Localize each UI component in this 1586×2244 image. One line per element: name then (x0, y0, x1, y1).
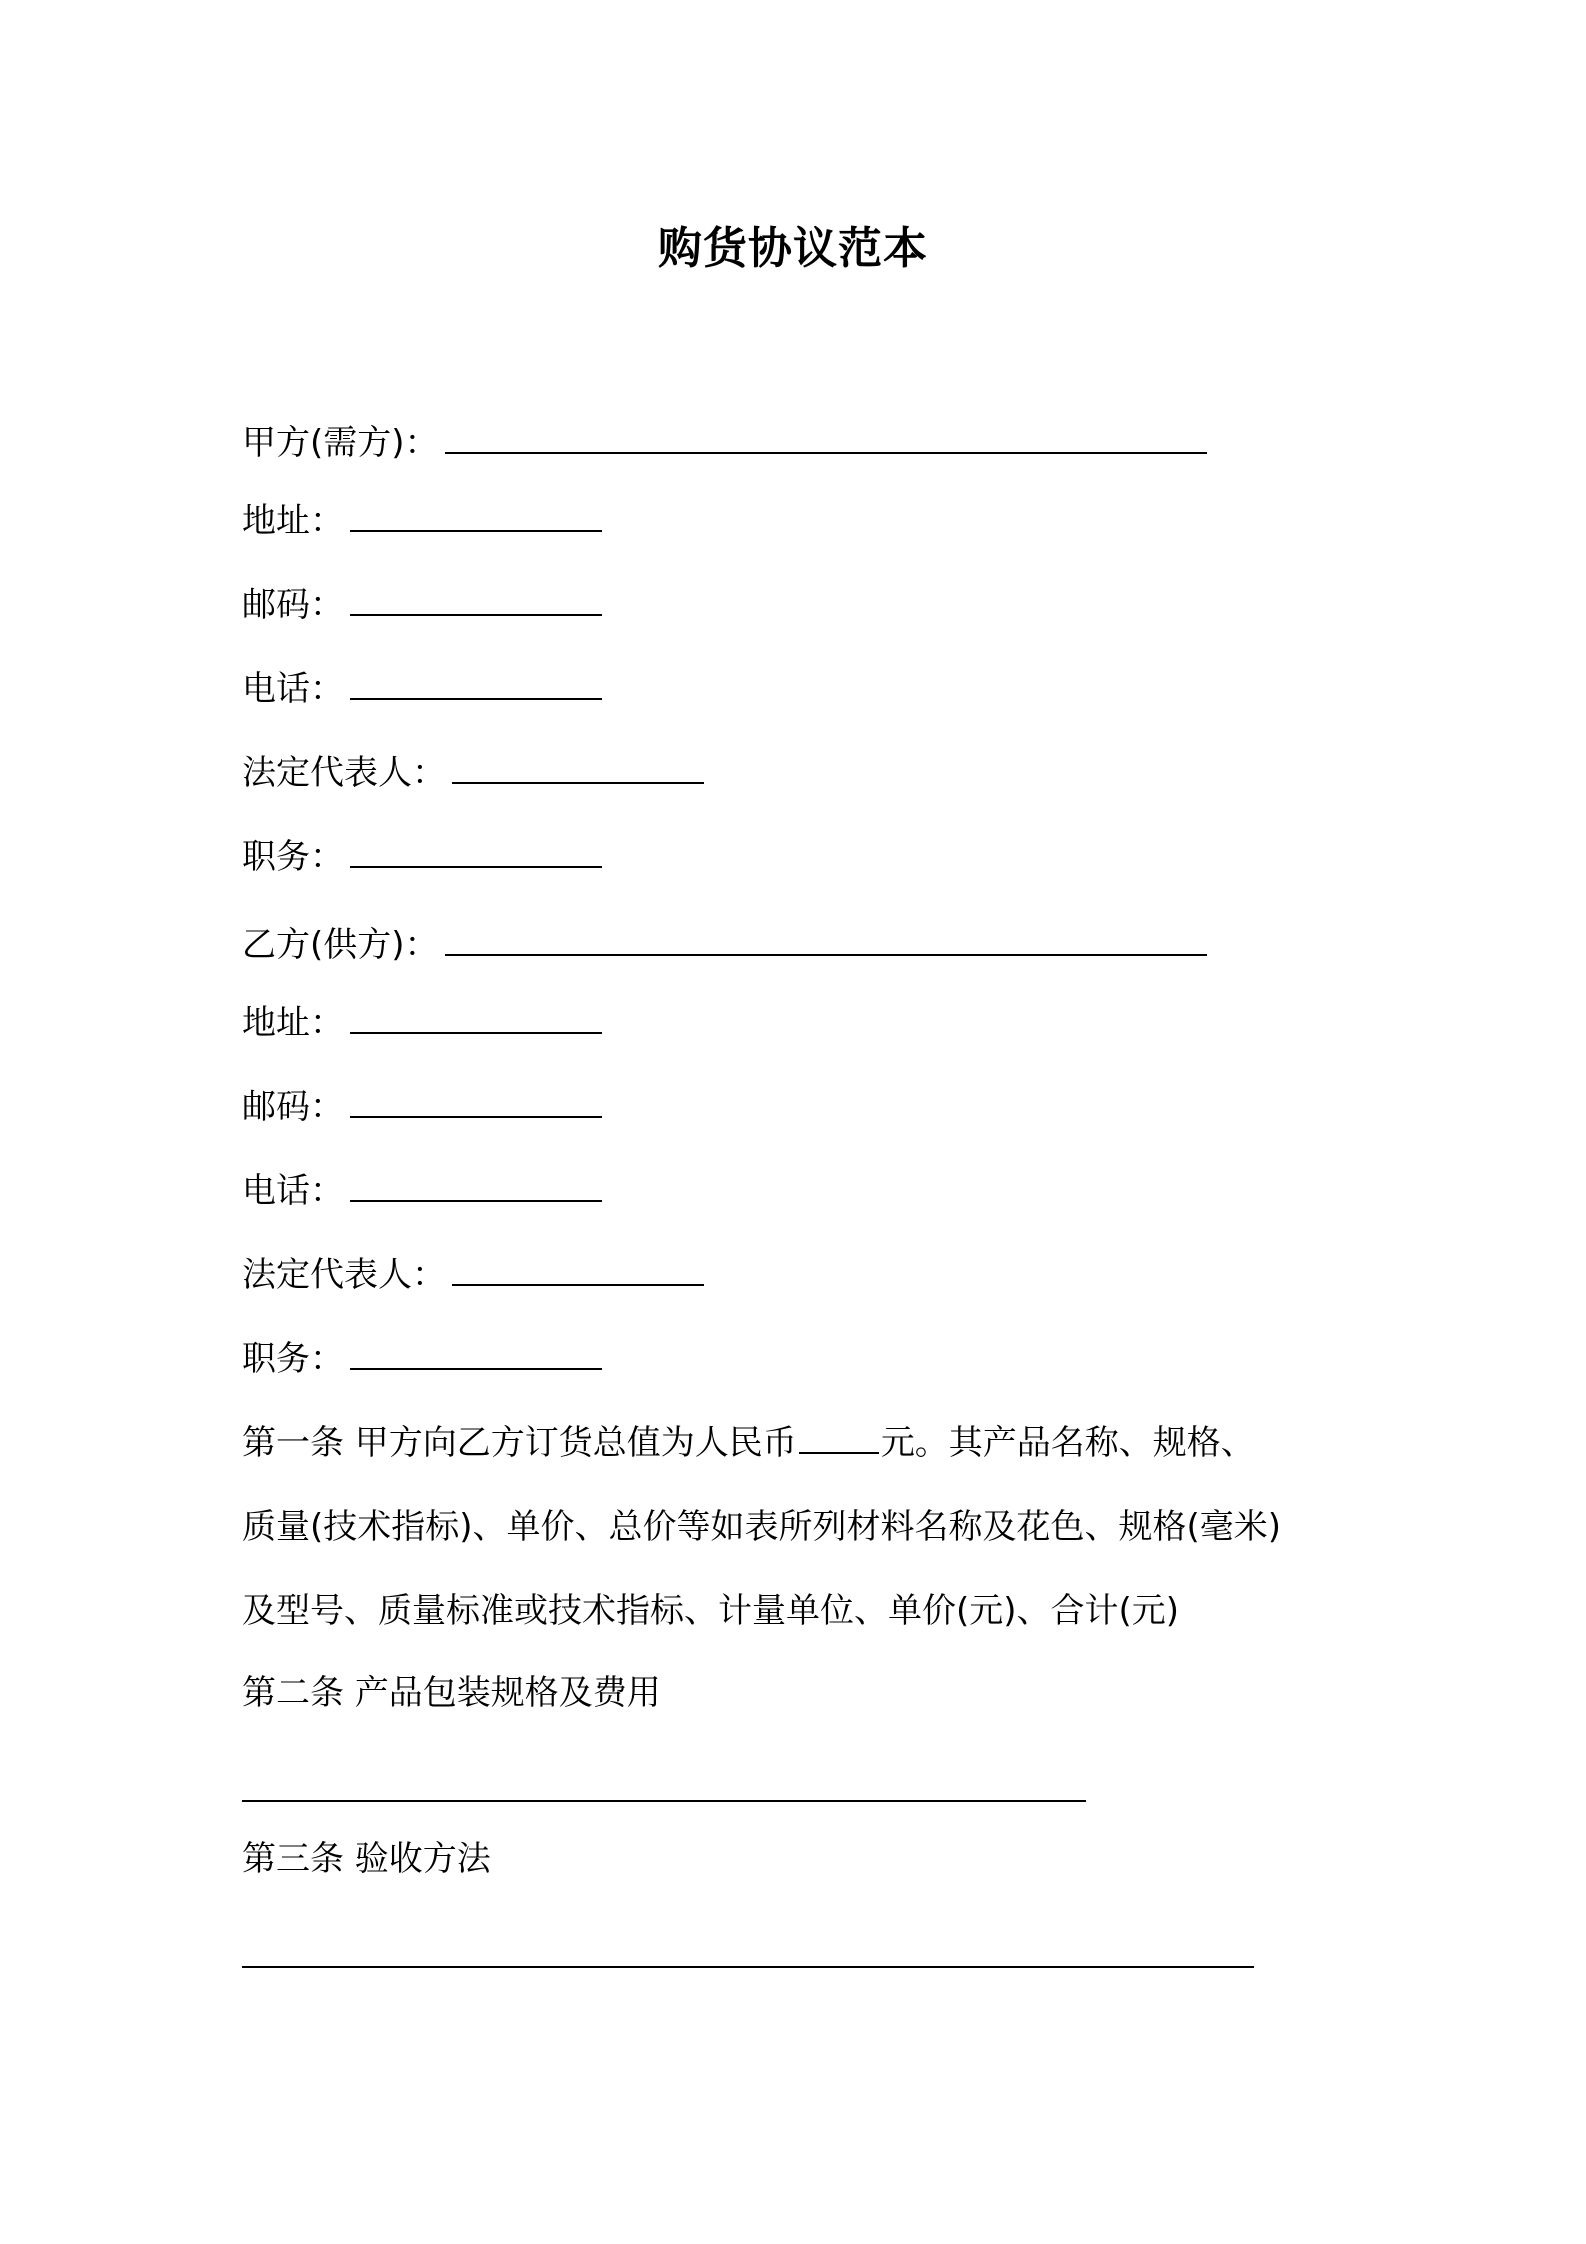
party-a-postcode-blank[interactable] (350, 584, 602, 616)
party-a-name-label: 甲方(需方)： (242, 423, 439, 463)
party-a-legal-rep-blank[interactable] (452, 752, 704, 784)
party-b-position-label: 职务： (242, 1339, 344, 1379)
party-b-name-line (242, 922, 1207, 968)
party-a-position-blank[interactable] (350, 836, 602, 868)
party-b-name-label: 乙方(供方)： (242, 925, 439, 965)
party-b-phone-line (242, 1168, 602, 1214)
party-a-address-line (242, 498, 602, 544)
party-b-position-blank[interactable] (350, 1338, 602, 1370)
party-b-phone-blank[interactable] (350, 1170, 602, 1202)
article1-line1-start: 第一条 甲方向乙方订货总值为人民币 (242, 1423, 797, 1463)
party-b-address-blank[interactable] (350, 1002, 602, 1034)
article1-line1 (242, 1420, 1255, 1466)
article3-fill-line[interactable] (242, 1966, 1254, 1968)
party-b-phone-label: 电话： (242, 1171, 344, 1211)
party-a-name-line (242, 420, 1207, 466)
party-b-legal-rep-label: 法定代表人： (242, 1255, 446, 1295)
article2-heading: 第二条 产品包装规格及费用 (242, 1673, 661, 1713)
article1-line3: 及型号、质量标准或技术指标、计量单位、单价(元)、合计(元) (242, 1591, 1180, 1631)
party-a-phone-label: 电话： (242, 669, 344, 709)
party-b-postcode-blank[interactable] (350, 1086, 602, 1118)
document-title: 购货协议范本 (658, 223, 928, 274)
party-a-postcode-label: 邮码： (242, 585, 344, 625)
article1-amount-blank[interactable] (799, 1422, 879, 1454)
party-a-legal-rep-label: 法定代表人： (242, 753, 446, 793)
party-b-address-label: 地址： (242, 1003, 344, 1043)
party-a-phone-line (242, 666, 602, 712)
party-a-name-blank[interactable] (445, 422, 1207, 454)
party-b-position-line (242, 1336, 602, 1382)
party-a-address-label: 地址： (242, 501, 344, 541)
party-a-legal-rep-line (242, 750, 704, 796)
party-a-position-label: 职务： (242, 837, 344, 877)
party-b-postcode-label: 邮码： (242, 1087, 344, 1127)
party-a-position-line (242, 834, 602, 880)
party-b-postcode-line (242, 1084, 602, 1130)
party-a-postcode-line (242, 582, 602, 628)
article2-fill-line[interactable] (242, 1800, 1086, 1802)
party-b-legal-rep-line (242, 1252, 704, 1298)
article3-heading: 第三条 验收方法 (242, 1839, 491, 1879)
party-b-name-blank[interactable] (445, 924, 1207, 956)
party-a-phone-blank[interactable] (350, 668, 602, 700)
party-a-address-blank[interactable] (350, 500, 602, 532)
article1-line2: 质量(技术指标)、单价、总价等如表所列材料名称及花色、规格(毫米) (242, 1507, 1282, 1547)
party-b-legal-rep-blank[interactable] (452, 1254, 704, 1286)
party-b-address-line (242, 1000, 602, 1046)
article1-line1-end: 元。其产品名称、规格、 (880, 1423, 1255, 1463)
